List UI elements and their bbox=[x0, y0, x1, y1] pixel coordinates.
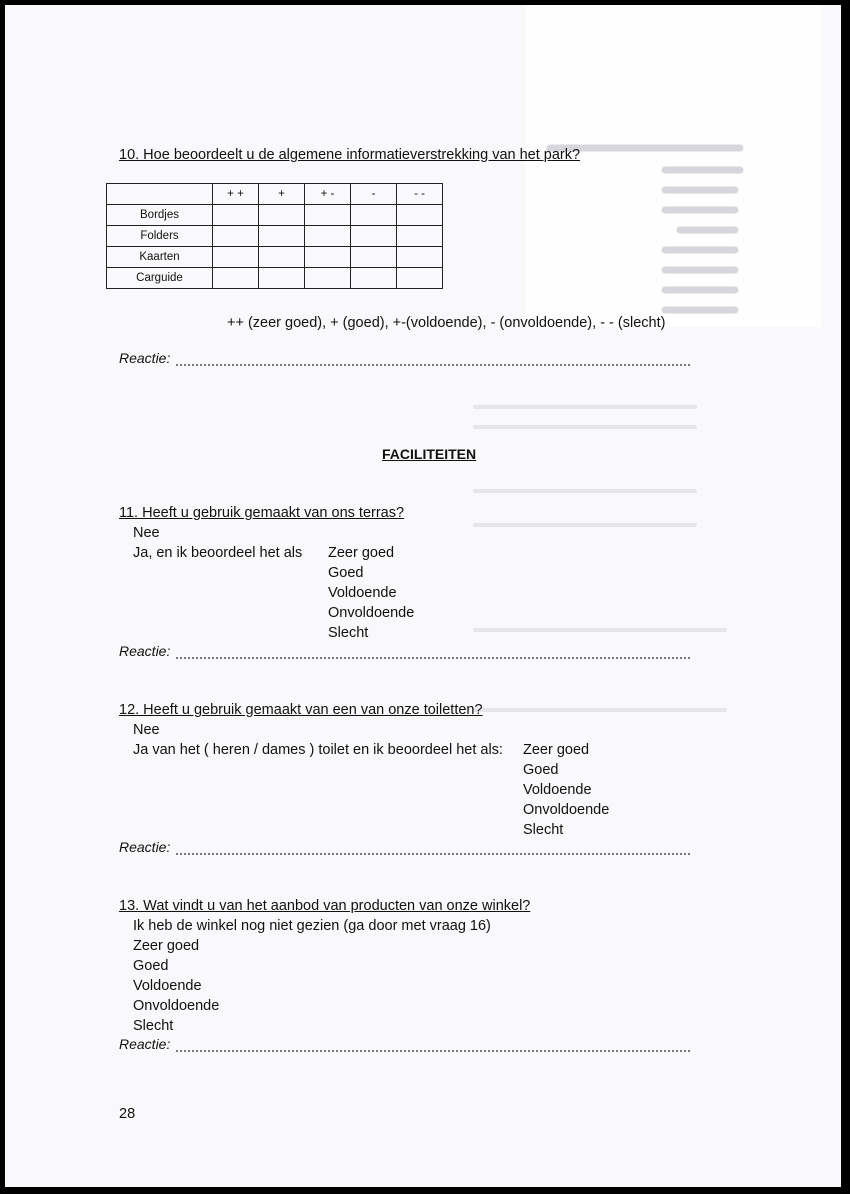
row-label: Folders bbox=[107, 226, 213, 247]
q13-option[interactable]: Onvoldoende bbox=[133, 998, 220, 1014]
q11-rating-option[interactable]: Slecht bbox=[328, 625, 369, 641]
q11-reactie-label: Reactie: bbox=[119, 643, 171, 659]
rating-cell[interactable] bbox=[351, 268, 397, 289]
q11-rating-option[interactable]: Zeer goed bbox=[328, 545, 395, 561]
q12-option-no[interactable]: Nee bbox=[133, 722, 160, 738]
row-label: Bordjes bbox=[107, 205, 213, 226]
q13-option[interactable]: Zeer goed bbox=[133, 938, 200, 954]
q12-reactie-line[interactable] bbox=[175, 853, 691, 855]
rating-cell[interactable] bbox=[259, 205, 305, 226]
rating-cell[interactable] bbox=[213, 268, 259, 289]
table-row bbox=[107, 247, 443, 268]
section-title: FACILITEITEN bbox=[382, 446, 477, 462]
q12-option-yes[interactable]: Ja van het ( heren / dames ) toilet en ik beoordeel het als: bbox=[133, 742, 503, 758]
rating-cell[interactable] bbox=[397, 226, 443, 247]
q11-rating-option[interactable]: Voldoende bbox=[328, 585, 397, 601]
rating-cell[interactable] bbox=[213, 226, 259, 247]
rating-cell[interactable] bbox=[305, 226, 351, 247]
column-header: - - bbox=[397, 184, 443, 205]
column-header: - bbox=[351, 184, 397, 205]
q10-rating-table bbox=[106, 183, 443, 289]
q11-option-no[interactable]: Nee bbox=[133, 525, 160, 541]
q13-option[interactable]: Ik heb de winkel nog niet gezien (ga door met vraag 16) bbox=[133, 918, 491, 934]
q13-reactie-line[interactable] bbox=[175, 1050, 691, 1052]
table-row bbox=[107, 226, 443, 247]
rating-cell[interactable] bbox=[259, 247, 305, 268]
q10-reactie-label: Reactie: bbox=[119, 350, 171, 366]
q13-reactie-label: Reactie: bbox=[119, 1036, 171, 1052]
q11-rating-option[interactable]: Onvoldoende bbox=[328, 605, 415, 621]
q10-legend: ++ (zeer goed), + (goed), +-(voldoende), - (onvoldoende), - - (slecht) bbox=[227, 315, 666, 331]
rating-cell[interactable] bbox=[259, 268, 305, 289]
q13-option[interactable]: Voldoende bbox=[133, 978, 202, 994]
q10-reactie-line[interactable] bbox=[175, 364, 691, 366]
rating-cell[interactable] bbox=[351, 247, 397, 268]
rating-cell[interactable] bbox=[351, 226, 397, 247]
table-header-row bbox=[107, 184, 443, 205]
q13-option[interactable]: Slecht bbox=[133, 1018, 174, 1034]
q11-reactie-line[interactable] bbox=[175, 657, 691, 659]
q12-rating-option[interactable]: Slecht bbox=[523, 822, 564, 838]
table-row bbox=[107, 268, 443, 289]
q12-title: 12. Heeft u gebruik gemaakt van een van onze toiletten? bbox=[119, 702, 483, 718]
row-label: Carguide bbox=[107, 268, 213, 289]
rating-cell[interactable] bbox=[305, 268, 351, 289]
column-header: + bbox=[259, 184, 305, 205]
q12-rating-option[interactable]: Voldoende bbox=[523, 782, 592, 798]
q10-title: 10. Hoe beoordeelt u de algemene informatieverstrekking van het park? bbox=[119, 147, 581, 163]
rating-cell[interactable] bbox=[213, 205, 259, 226]
rating-cell[interactable] bbox=[259, 226, 305, 247]
q11-option-yes[interactable]: Ja, en ik beoordeel het als bbox=[133, 545, 303, 561]
rating-cell[interactable] bbox=[305, 247, 351, 268]
q12-rating-option[interactable]: Goed bbox=[523, 762, 559, 778]
document-page bbox=[5, 5, 841, 1187]
rating-cell[interactable] bbox=[397, 268, 443, 289]
q13-title: 13. Wat vindt u van het aanbod van producten van onze winkel? bbox=[119, 898, 531, 914]
rating-cell[interactable] bbox=[397, 205, 443, 226]
page-number: 28 bbox=[119, 1106, 136, 1122]
q13-option[interactable]: Goed bbox=[133, 958, 169, 974]
row-label: Kaarten bbox=[107, 247, 213, 268]
q12-rating-option[interactable]: Zeer goed bbox=[523, 742, 590, 758]
rating-cell[interactable] bbox=[351, 205, 397, 226]
column-header: + + bbox=[213, 184, 259, 205]
q12-reactie-label: Reactie: bbox=[119, 839, 171, 855]
q12-rating-option[interactable]: Onvoldoende bbox=[523, 802, 610, 818]
rating-cell[interactable] bbox=[305, 205, 351, 226]
column-header: + - bbox=[305, 184, 351, 205]
table-corner-cell bbox=[107, 184, 213, 205]
rating-cell[interactable] bbox=[213, 247, 259, 268]
table-row bbox=[107, 205, 443, 226]
rating-cell[interactable] bbox=[397, 247, 443, 268]
q11-rating-option[interactable]: Goed bbox=[328, 565, 364, 581]
q11-title: 11. Heeft u gebruik gemaakt van ons terras? bbox=[119, 505, 405, 521]
